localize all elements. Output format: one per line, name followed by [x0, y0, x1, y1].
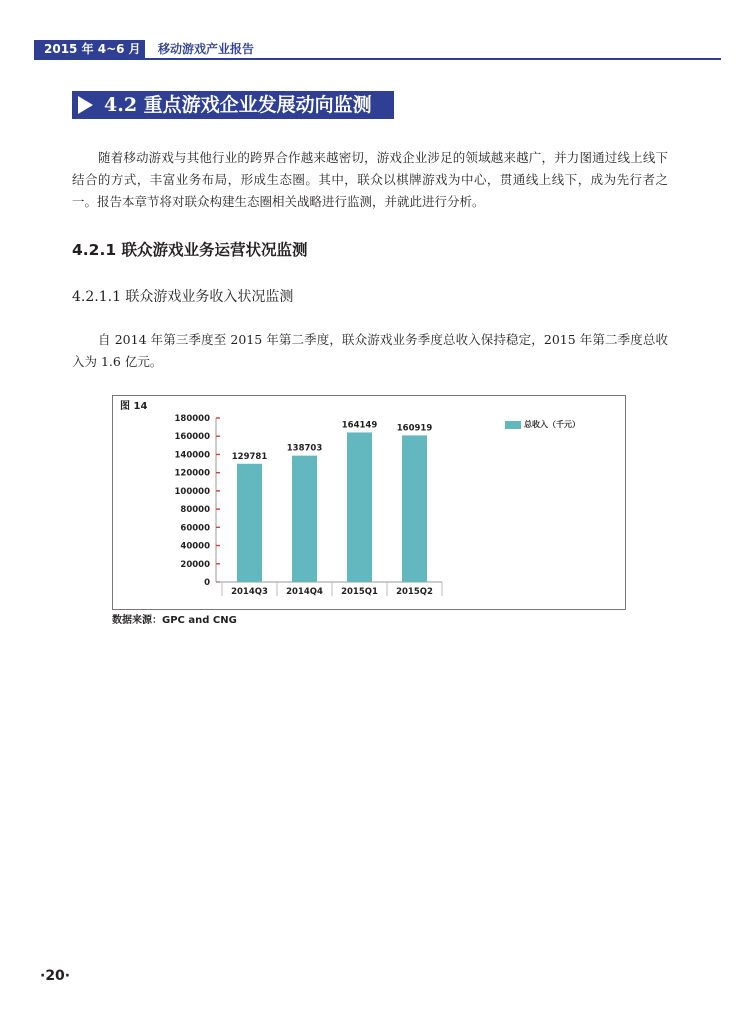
sub-subsection-heading: 4.2.1.1 联众游戏业务收入状况监测	[72, 289, 294, 305]
header-report-title: 移动游戏产业报告	[158, 42, 255, 56]
bar-2015Q1	[347, 432, 372, 582]
header-period: 2015 年 4~6 月	[44, 42, 141, 56]
y-tick-label: 180000	[174, 414, 210, 424]
bar-value-label: 160919	[396, 423, 433, 434]
bar-2014Q4	[292, 456, 317, 582]
bar-2015Q2	[402, 435, 427, 582]
y-tick-label: 0	[204, 578, 210, 588]
bar-value-label: 129781	[231, 451, 268, 462]
y-tick-label: 20000	[180, 559, 210, 570]
x-tick-label: 2014Q4	[286, 587, 323, 597]
bar-2014Q3	[237, 464, 262, 582]
legend-swatch	[505, 421, 521, 429]
y-tick-label: 140000	[174, 450, 210, 461]
y-tick-label: 120000	[174, 468, 210, 479]
y-tick-label: 160000	[174, 432, 210, 443]
figure-label: 图 14	[120, 401, 148, 412]
y-tick-label: 100000	[174, 486, 210, 497]
bar-value-label: 164149	[341, 420, 378, 431]
y-tick-label: 40000	[180, 541, 210, 552]
page-number: ·20·	[40, 968, 71, 984]
x-tick-label: 2015Q1	[341, 587, 378, 597]
subsection-heading: 4.2.1 联众游戏业务运营状况监测	[72, 241, 308, 259]
bar-value-label: 138703	[286, 443, 323, 454]
revenue-paragraph: 自 2014 年第三季度至 2015 年第二季度，联众游戏业务季度总收入保持稳定，2015 年第二季度总收入为 1.6 亿元。	[72, 332, 668, 369]
y-tick-label: 80000	[180, 505, 210, 516]
x-tick-label: 2015Q2	[396, 587, 433, 597]
y-tick-label: 60000	[180, 523, 210, 534]
section-title: 4.2 重点游戏企业发展动向监测	[104, 94, 372, 116]
header-rule	[34, 58, 721, 60]
triangle-arrow-icon	[78, 96, 93, 114]
figure-source: 数据来源：GPC and CNG	[112, 615, 237, 626]
legend-label: 总收入（千元）	[524, 420, 580, 429]
x-tick-label: 2014Q3	[231, 587, 268, 597]
intro-paragraph: 随着移动游戏与其他行业的跨界合作越来越密切，游戏企业涉足的领域越来越广，并力图通过线上线下结合的方式，丰富业务布局，形成生态圈。其中，联众以棋牌游戏为中心，贯通线上线下，成为先行者之一。报告本章节将对联众构建生态圈相关战略进行监测，并就此进行分析。	[72, 150, 668, 209]
